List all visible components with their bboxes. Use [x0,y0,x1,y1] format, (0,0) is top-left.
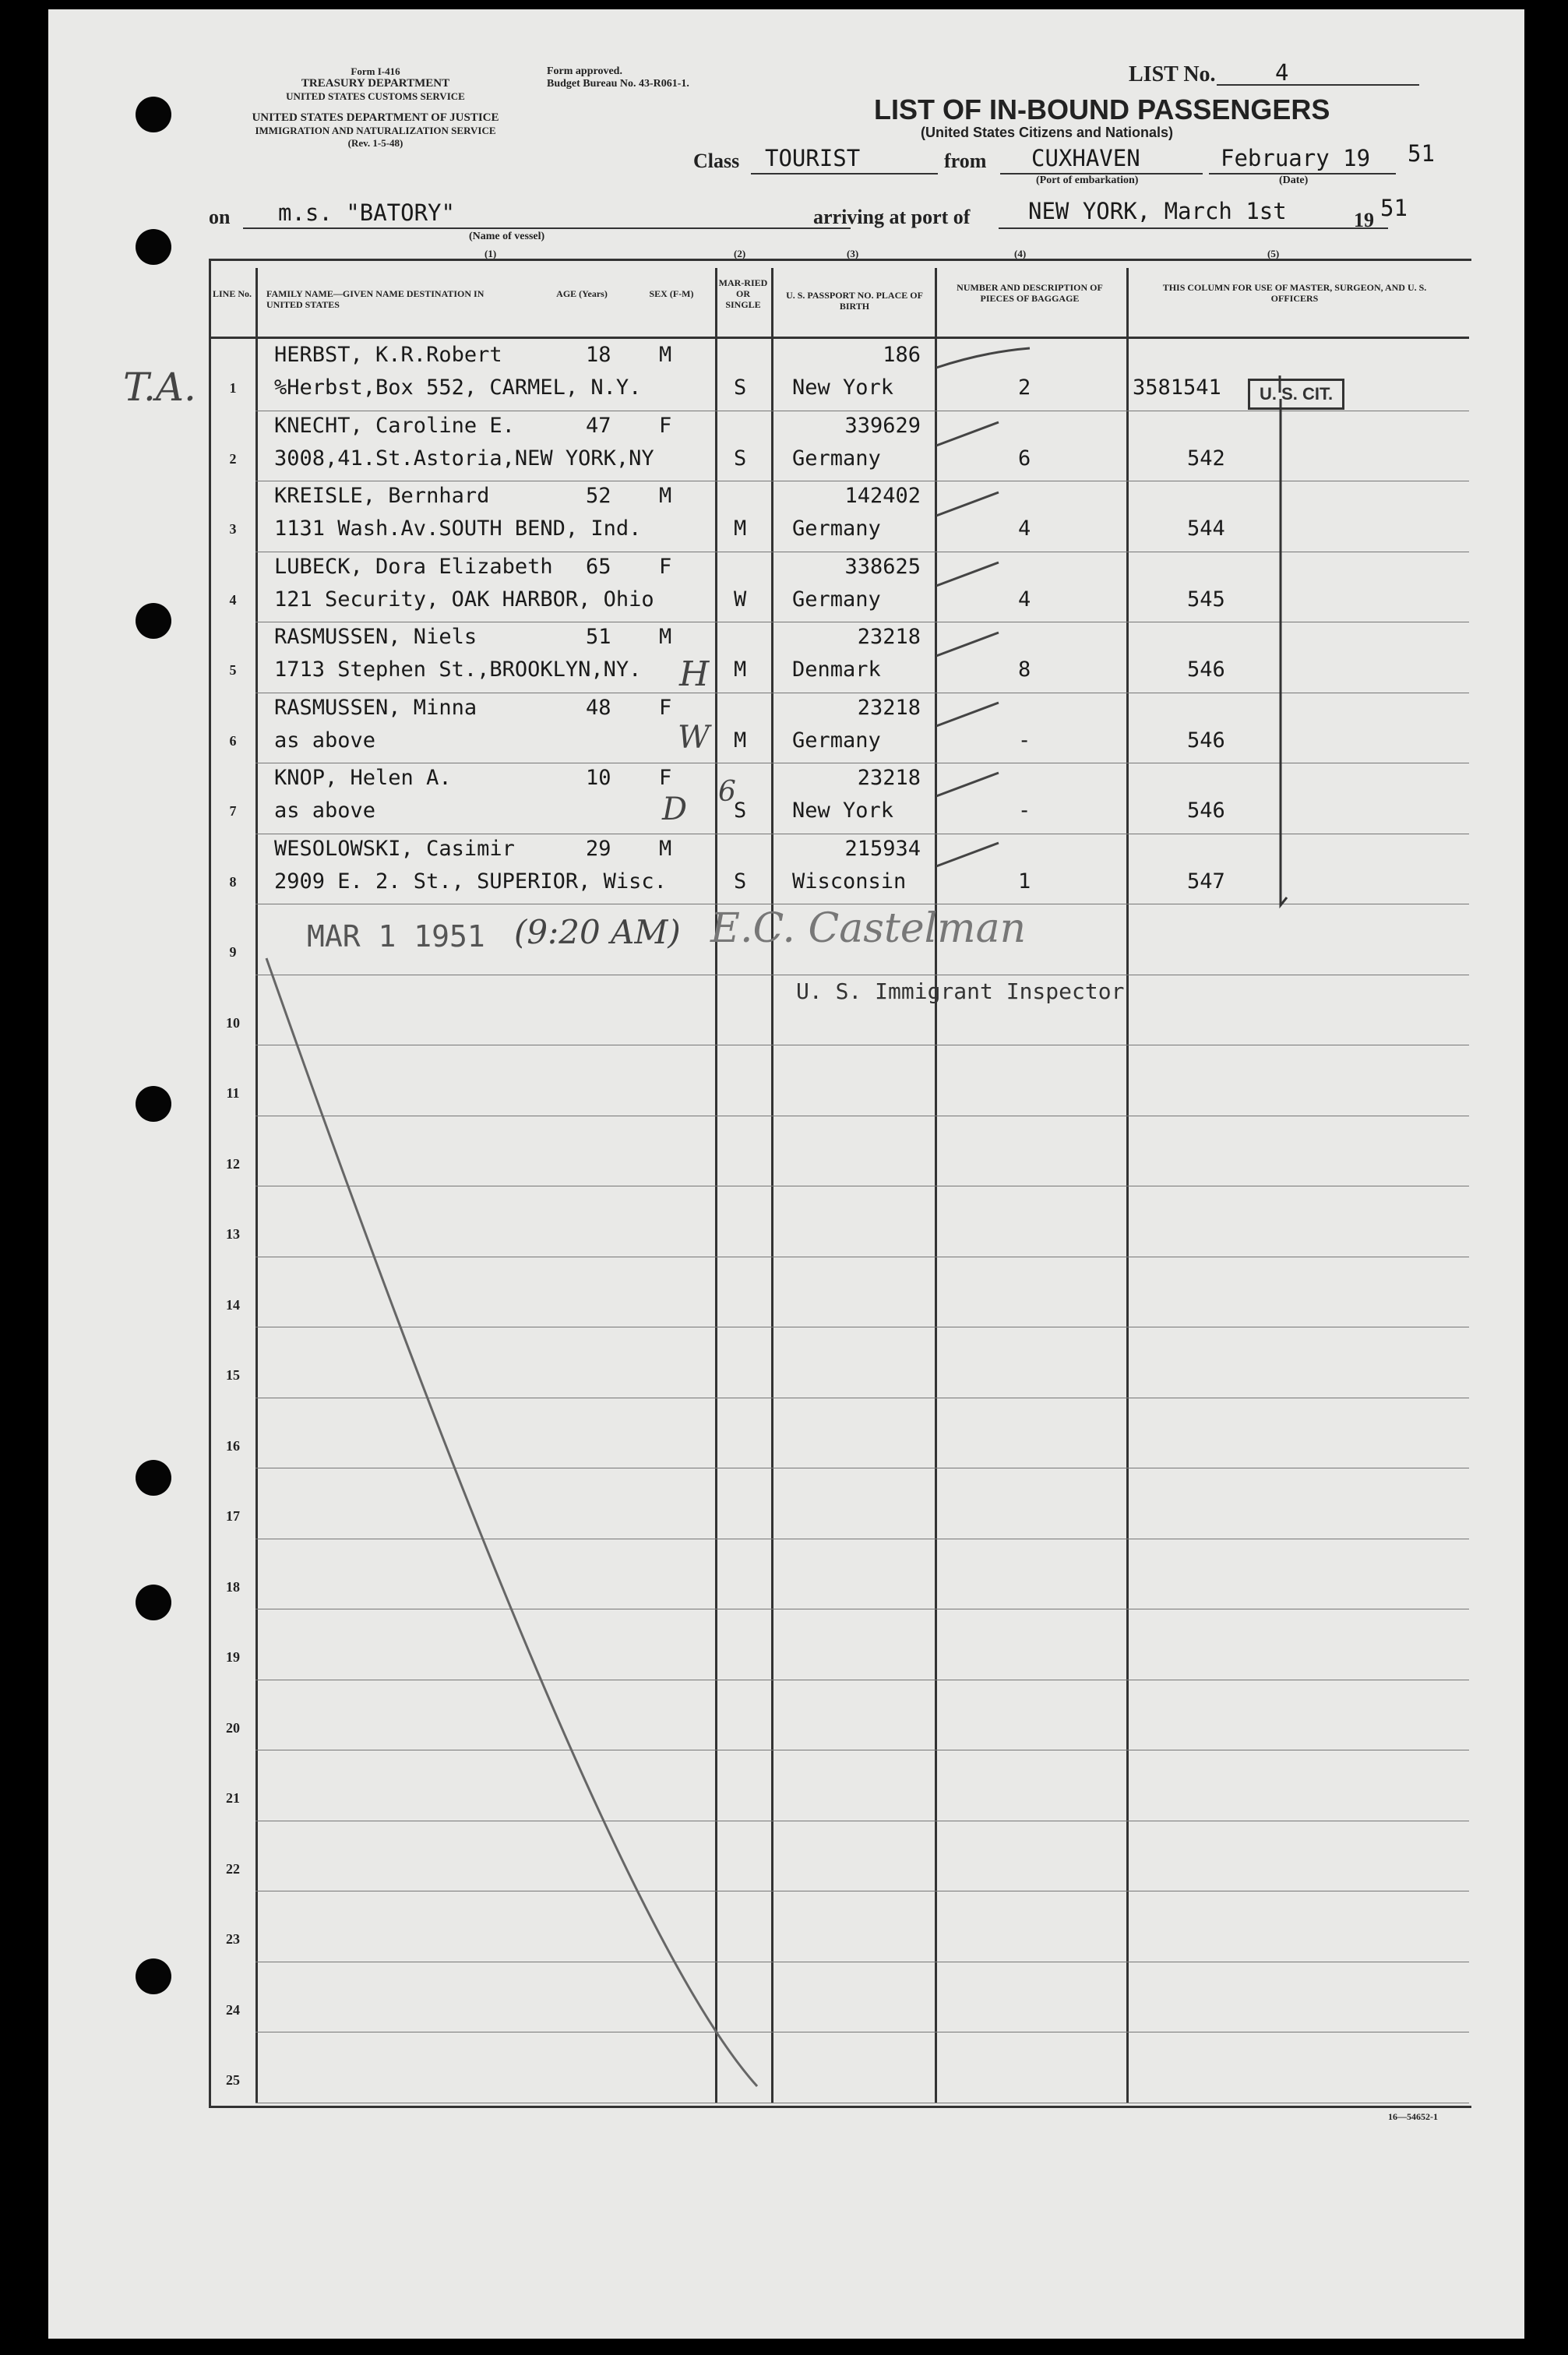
line-number: 11 [226,1085,240,1101]
line-number: 16 [226,1437,240,1454]
line-number: 17 [226,1508,240,1524]
inspection-date-stamp: MAR 1 1951 [307,919,485,954]
baggage-count: 1 [1018,869,1031,894]
passenger-age: 18 [586,343,611,367]
passenger-age: 10 [586,766,611,790]
passport-number: 338625 [844,554,921,579]
line-number: 18 [226,1578,240,1595]
passport-number: 23218 [857,766,921,790]
line-number: 4 [229,591,237,608]
officer-entry: 547 [1187,869,1225,894]
hand-note-d: D [662,791,688,827]
col-num-1: (1) [484,248,497,259]
ins-heading: IMMIGRATION AND NATURALIZATION SERVICE [255,125,496,136]
arrival-year-prefix: 19 [1354,209,1374,231]
baggage-count: 4 [1018,516,1031,541]
list-no-line [1217,84,1419,86]
customs-service: UNITED STATES CUSTOMS SERVICE [286,90,465,102]
passenger-name: KREISLE, Bernhard [274,484,490,508]
vessel-name: m.s. "BATORY" [278,199,455,226]
baggage-count: 2 [1018,375,1031,400]
binder-hole [136,1086,171,1122]
col-header-name: FAMILY NAME—GIVEN NAME DESTINATION IN UNITED STATES [266,288,484,310]
baggage-count: - [1018,799,1031,823]
passenger-destination: 2909 E. 2. St., SUPERIOR, Wisc. [274,869,667,894]
officer-entry: 546 [1187,728,1225,753]
inspector-title: U. S. Immigrant Inspector [796,978,1125,1004]
arriving-label: arriving at port of [813,206,971,228]
place-of-birth: Germany [792,446,881,471]
place-of-birth: Germany [792,587,881,612]
passenger-age: 47 [586,413,611,438]
line-number: 12 [226,1155,240,1172]
col-num-2: (2) [734,248,746,259]
line-number: 22 [226,1860,240,1877]
marital-status: M [734,516,747,541]
treasury-dept: TREASURY DEPARTMENT [301,77,450,90]
baggage-count: 6 [1018,446,1031,471]
marital-status: S [734,869,747,894]
list-no-label: LIST No. [1129,62,1216,86]
col-header-line: LINE No. [212,288,252,299]
col-num-4: (4) [1014,248,1027,259]
place-of-birth: Wisconsin [792,869,907,894]
arrival-line [999,227,1388,229]
line-number: 13 [226,1226,240,1242]
place-of-birth: Germany [792,728,881,753]
header-divider [209,337,1469,339]
passenger-name: HERBST, K.R.Robert [274,343,502,367]
col-header-officers: THIS COLUMN FOR USE OF MASTER, SURGEON, AND U. S. OFFICERS [1162,282,1427,304]
col-header-sex: SEX (F-M) [649,288,694,299]
line-number: 9 [229,944,237,960]
officer-entry: 545 [1187,587,1225,612]
passenger-name: KNOP, Helen A. [274,766,452,790]
passenger-destination: 1131 Wash.Av.SOUTH BEND, Ind. [274,516,642,541]
passenger-destination: as above [274,799,376,823]
passenger-name: KNECHT, Caroline E. [274,413,515,438]
arrival-port: NEW YORK, March 1st [1028,198,1287,224]
line-number: 23 [226,1931,240,1947]
col-header-baggage: NUMBER AND DESCRIPTION OF PIECES OF BAGGAGE [957,282,1103,304]
line-number: 19 [226,1649,240,1665]
line-number: 15 [226,1367,240,1383]
date-caption: (Date) [1279,175,1309,186]
marital-status: W [734,587,747,612]
page-title: LIST OF IN-BOUND PASSENGERS [874,93,1330,125]
line-number: 3 [229,521,237,537]
passenger-destination: 3008,41.St.Astoria,NEW YORK,NY [274,446,654,471]
col-num-5: (5) [1267,248,1280,259]
line-number: 2 [229,450,237,467]
passenger-destination: 1713 Stephen St.,BROOKLYN,NY. [274,657,642,682]
doj-heading: UNITED STATES DEPARTMENT OF JUSTICE [252,111,499,124]
binder-hole [136,603,171,639]
place-of-birth: Germany [792,516,881,541]
passenger-name: LUBECK, Dora Elizabeth [274,554,553,579]
passenger-name: RASMUSSEN, Niels [274,625,477,649]
passenger-destination: 121 Security, OAK HARBOR, Ohio [274,587,654,612]
col-header-passport: U. S. PASSPORT NO. PLACE OF BIRTH [786,290,923,312]
passenger-name: RASMUSSEN, Minna [274,695,477,720]
line-number: 14 [226,1296,240,1313]
marital-status: S [734,446,747,471]
line-number: 8 [229,873,237,890]
line-number: 20 [226,1719,240,1736]
place-of-birth: New York [792,799,894,823]
marital-status: M [734,657,747,682]
passport-number: 339629 [844,413,921,438]
binder-hole [136,1460,171,1496]
passenger-sex: M [659,836,672,861]
binder-hole [136,97,171,132]
passport-number: 142402 [844,484,921,508]
list-number: 4 [1275,59,1289,86]
baggage-count: 8 [1018,657,1031,682]
form-approved: Form approved. [547,65,622,77]
officer-entry: 544 [1187,516,1225,541]
class-value: TOURIST [765,145,861,171]
port-caption: (Port of embarkation) [1036,175,1139,186]
passenger-age: 65 [586,554,611,579]
margin-note: T.A. [123,365,196,410]
vessel-line [243,227,851,229]
line-number: 24 [226,2001,240,2018]
passport-number: 186 [883,343,921,367]
form-number: Form I-416 [351,65,400,77]
page-subtitle: (United States Citizens and Nationals) [921,125,1174,140]
embarkation-port: CUXHAVEN [1031,145,1140,171]
from-label: from [944,150,987,172]
baggage-count: - [1018,728,1031,753]
budget-bureau: Budget Bureau No. 43-R061-1. [547,78,689,90]
col-header-married: MAR-RIED OR SINGLE [718,277,768,310]
passenger-sex: M [659,625,672,649]
passenger-age: 51 [586,625,611,649]
place-of-birth: Denmark [792,657,881,682]
passport-number: 215934 [844,836,921,861]
hand-note-h: H [679,654,710,694]
passenger-destination: as above [274,728,376,753]
passenger-age: 29 [586,836,611,861]
line-number: 7 [229,803,237,819]
manifest-page [48,9,1524,2339]
place-of-birth: New York [792,375,894,400]
officer-entry: 542 [1187,446,1225,471]
line-number: 1 [229,380,237,396]
arrival-year: 51 [1380,195,1408,221]
officer-entry: 546 [1187,657,1225,682]
officer-entry: 3581541 [1133,375,1221,400]
footer-code: 16—54652-1 [1388,2111,1438,2122]
passport-number: 23218 [857,625,921,649]
passenger-name: WESOLOWSKI, Casimir [274,836,515,861]
line-number: 10 [226,1014,240,1031]
officer-entry: 546 [1187,799,1225,823]
inspection-time: (9:20 AM) [514,913,681,951]
us-citizen-stamp: U. S. CIT. [1248,379,1344,410]
passenger-sex: F [659,413,672,438]
passenger-sex: F [659,554,672,579]
line-number: 6 [229,732,237,749]
passenger-sex: M [659,343,672,367]
marital-status: M [734,728,747,753]
class-label: Class [693,150,740,172]
hand-note-w: W [678,720,710,756]
baggage-count: 4 [1018,587,1031,612]
line-number: 25 [226,2072,240,2088]
passport-number: 23218 [857,695,921,720]
binder-hole [136,1585,171,1620]
inspector-signature: E.C. Castelman [710,905,1027,952]
marital-status: S [734,375,747,400]
col-num-3: (3) [847,248,859,259]
passenger-age: 52 [586,484,611,508]
line-number: 21 [226,1790,240,1806]
marital-status: S [734,799,747,823]
binder-hole [136,229,171,265]
passenger-sex: F [659,695,672,720]
vessel-caption: (Name of vessel) [469,231,545,242]
departure-year: 51 [1408,140,1435,167]
col-header-age: AGE (Years) [556,288,608,299]
passenger-sex: M [659,484,672,508]
passenger-age: 48 [586,695,611,720]
form-revision: (Rev. 1-5-48) [347,137,403,149]
passenger-destination: %Herbst,Box 552, CARMEL, N.Y. [274,375,642,400]
binder-hole [136,1958,171,1994]
class-line [751,173,938,175]
departure-date: February 19 [1221,145,1371,171]
passenger-sex: F [659,766,672,790]
on-label: on [209,206,231,228]
line-number: 5 [229,662,237,678]
hand-note-number: 6 [718,776,736,808]
